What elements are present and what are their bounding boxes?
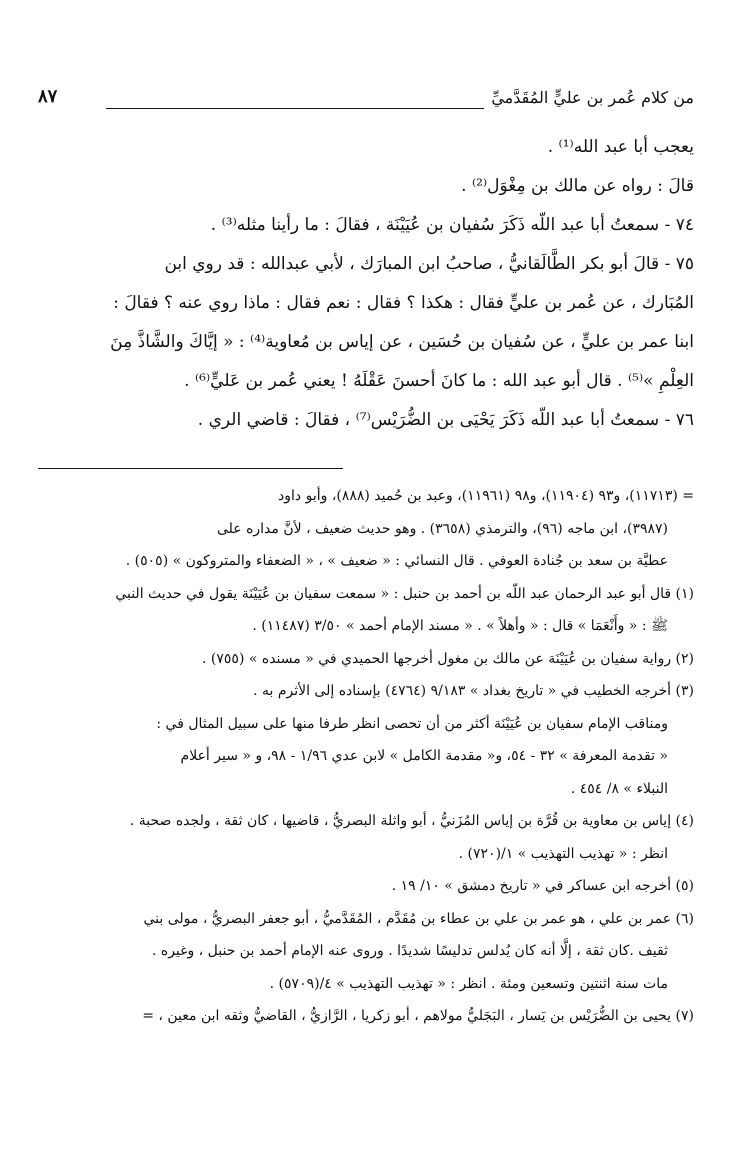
- running-header: [38, 88, 694, 118]
- main-line: ٧٦ - سمعتُ أبا عبد اللّه ذَكَرَ يَحْيَى بن الضُّرَيْس⁽⁷⁾ ، فقالَ : قاضي الري .: [197, 410, 694, 430]
- main-line: ٧٤ - سمعتُ أبا عبد اللّه ذَكَرَ سُفيان بن عُيَيْنَة ، فقالَ : ما رأينا مثله⁽³⁾ .: [210, 215, 694, 235]
- book-page: [38, 80, 694, 1160]
- footnote-line: مات سنة اثنتين وتسعين ومئة . انظر : « تهذيب التهذيب » ٤/(٥٧٠٩) .: [269, 975, 668, 992]
- main-line: العِلْمِ »⁽⁵⁾ . قال أبو عبد الله : ما كانَ أحسنَ عَقْلَهُ ! يعني عُمر بن عَليٍّ⁽⁶⁾ .: [184, 371, 694, 391]
- footnote-line: (٣) أخرجه الخطيب في « تاريخ بغداد » ٩/١٨٣ (٤٧٦٤) بإسناده إلى الأثرم به .: [253, 683, 694, 699]
- footnote-line: ثقيف .كان ثقة ، إلَّا أنه كان يُدلس تدليسًا شديدًا . وروى عنه الإمام أحمد بن حنبل ، وغيره .: [151, 943, 668, 959]
- footnote-line: (٤) إياس بن معاوية بن قُرَّة بن إياس المُزَنيُّ ، أبو واثلة البصريُّ ، قاضيها ، كان ثقة ، ولجده صحبة .: [129, 813, 694, 829]
- footnote-line: (٥) أخرجه ابن عساكر في « تاريخ دمشق » ١٠/ ١٩ .: [391, 878, 694, 894]
- running-title: من كلام عُمر بن عليٍّ المُقَدَّميِّ: [491, 88, 694, 107]
- header-rule: [106, 108, 484, 109]
- footnote-line: (٣٩٨٧)، ابن ماجه (٩٦)، والترمذي (٣٦٥٨) . وهو حديث ضعيف ، لأنَّ مداره على: [216, 520, 668, 537]
- main-line: ٧٥ - قالَ أبو بكر الطَّالَقانيُّ ، صاحبُ ابن المبارَك ، لأبي عبدالله : قد روي ابن: [164, 254, 694, 274]
- footnote-line: (١) قال أبو عبد الرحمان عبد اللّه بن أحمد بن حنبل : « سمعت سفيان بن عُيَيْنَة يقول في حديث النبي: [115, 585, 694, 602]
- page-number: ٨٧: [38, 86, 58, 107]
- footnote-line: (٦) عمر بن علي ، هو عمر بن علي بن عطاء بن مُقَدَّم ، المُقَدَّميُّ ، أبو جعفر البصريُّ ، مولى بني: [143, 910, 694, 927]
- main-text: [38, 128, 694, 440]
- main-line: المُبَارك ، عن عُمر بن عليٍّ فقال : هكذا ؟ فقال : نعم فقال : ماذا روي عنه ؟ فقالَ :: [113, 293, 694, 313]
- footnote-line: انظر : « تهذيب التهذيب » ١/(٧٢٠) .: [458, 845, 668, 862]
- footnote-line: = (١١٧١٣)، و٩٣ (١١٩٠٤)، و٩٨ (١١٩٦١)، وعبد بن حُميد (٨٨٨)، وأبو داود: [278, 488, 694, 504]
- footnote-line: النبلاء » ٨/ ٤٥٤ .: [570, 780, 668, 797]
- footnote-line: (٧) يحيى بن الضُّرَيْس بن يَسار ، البَجَليُّ مولاهم ، أبو زكريا ، الرَّازيُّ ، القاضيُّ وثقه ابن معين ، =: [142, 1008, 694, 1024]
- footnote-line: ومناقب الإمام سفيان بن عُيَيْنَة أكثر من أن تحصى انظر طرفا منها على سبيل المثال في :: [156, 715, 668, 732]
- main-line: يعجب أبا عبد الله⁽¹⁾ .: [547, 137, 694, 157]
- footnotes: [38, 480, 694, 1033]
- footnote-line: ﷺ : « وأَنْعَمَا » قال : « وأهلاً » . « مسند الإمام أحمد » ٣/٥٠ (١١٤٨٧) .: [252, 618, 668, 634]
- footnote-line: عطيَّة بن سعد بن جُنادة العوفي . قال النسائي : « ضعيف » ، « الضعفاء والمتروكون » (٥٠٥) .: [125, 553, 668, 569]
- main-line: ابنا عمر بن عليٍّ ، عن سُفيان بن حُسَين ، عن إياس بن مُعاوية⁽⁴⁾ : « إيَّاكَ والشَّاذَّ مِنَ: [110, 332, 694, 352]
- footnote-line: (٢) رواية سفيان بن عُيَيْنَة عن مالك بن مغول أخرجها الحميدي في « مسنده » (٧٥٥) .: [202, 650, 694, 667]
- footnote-line: « تقدمة المعرفة » ٣٢ - ٥٤، و« مقدمة الكامل » لابن عدي ١/٩٦ - ٩٨، و « سير أعلام: [180, 748, 668, 764]
- main-line: قالَ : رواه عن مالك بن مِغْوَل⁽²⁾ .: [461, 176, 694, 196]
- footnote-separator: [38, 468, 343, 469]
